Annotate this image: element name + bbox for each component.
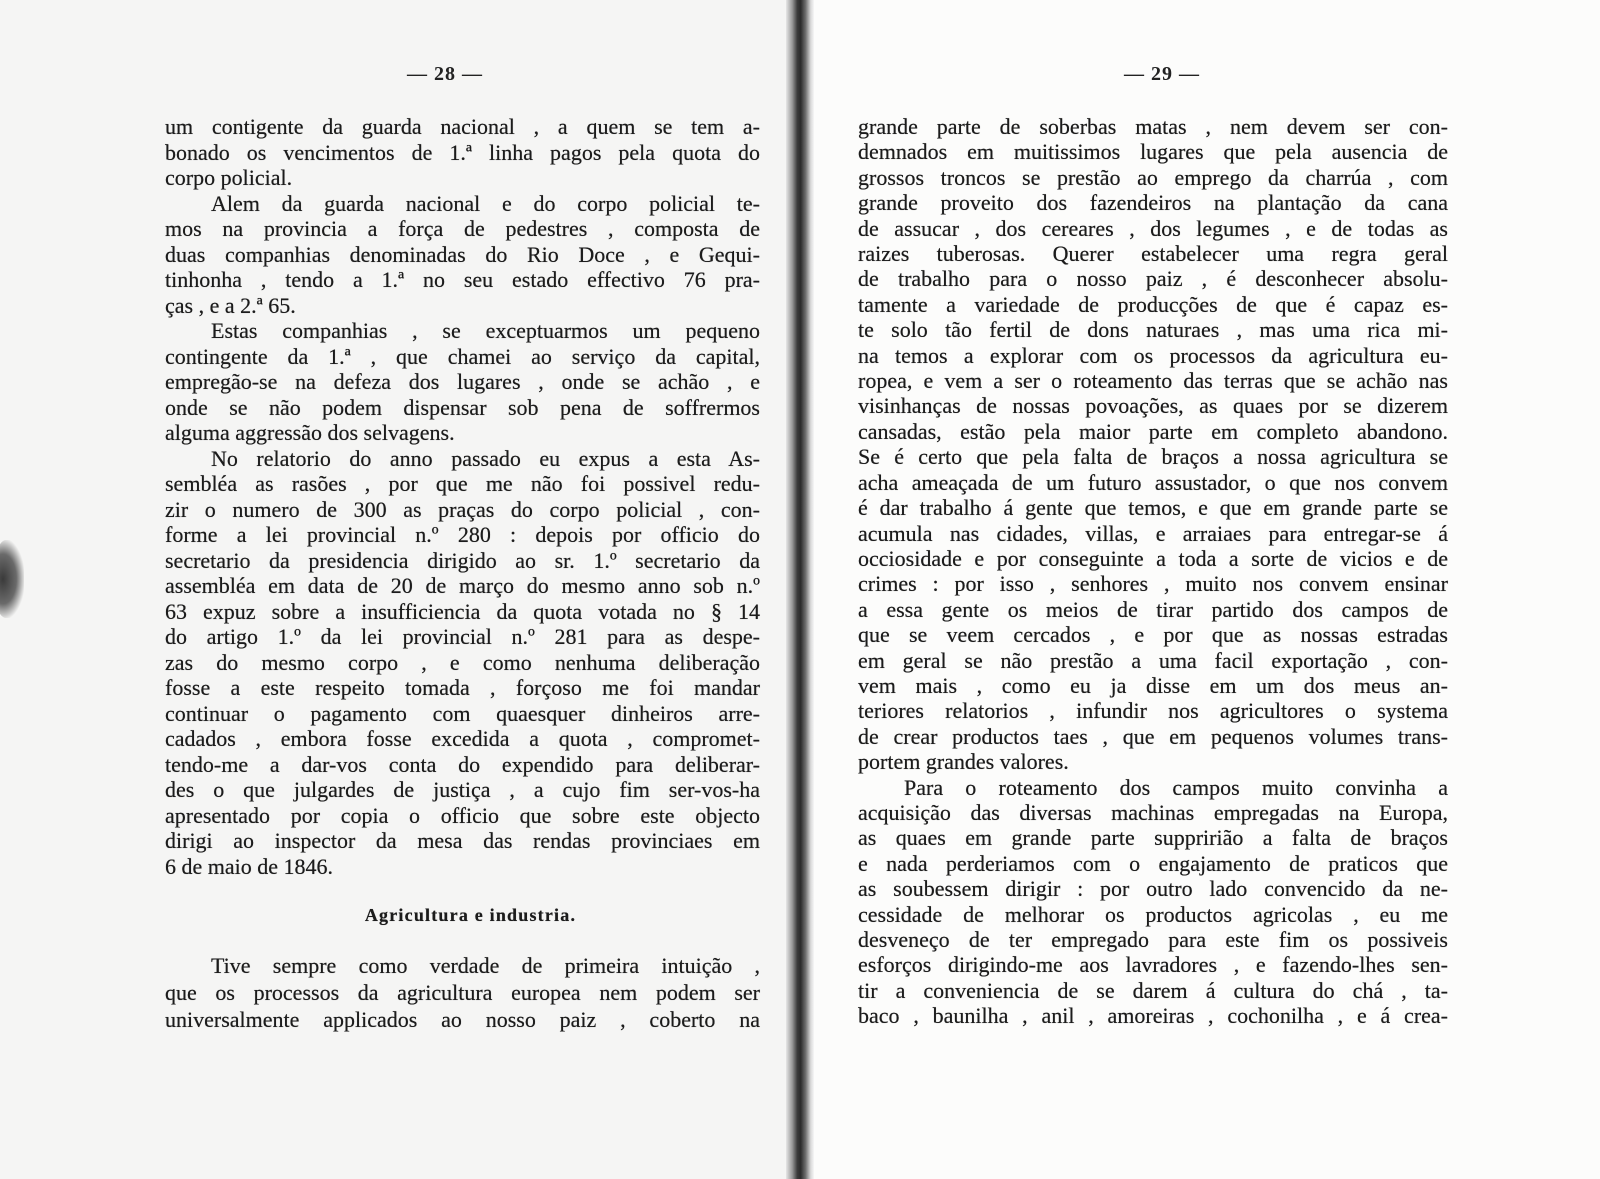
page-number: — 28 — (407, 63, 483, 85)
text-line: forme a lei provincial n.º 280 : depois por officio do (165, 522, 760, 547)
paragraph (858, 775, 1448, 1029)
text-line: acha ameaçada de um futuro assustador, o que nos convem (858, 469, 1448, 495)
text-line: Alem da guarda nacional e do corpo policial te- (211, 190, 760, 216)
text-line: onde se não podem dispensar sob pena de soffrermos (165, 394, 760, 420)
text-line: Estas companhias , se exceptuarmos um pequeno (211, 318, 760, 343)
paragraph (165, 318, 760, 446)
paragraph (858, 114, 1448, 775)
text-line: tendo-me a dar-vos conta do expendido para deliberar- (165, 751, 760, 777)
text-line: mos na provincia a força de pedestres , composta de (165, 216, 760, 241)
text-line: em geral se não prestão a uma facil exportação , con- (858, 647, 1448, 673)
text-line: as quaes em grande parte suppririão a falta de braços (858, 825, 1448, 851)
left-page (0, 0, 790, 1179)
text-line: tir a conveniencia de se darem á cultura do chá , ta- (858, 977, 1448, 1003)
text-line: cadados , embora fosse excedida a quota , compromet- (165, 726, 760, 751)
text-line: raizes tuberosas. Querer estabelecer uma regra geral (858, 241, 1448, 267)
text-line: desveneço de ter empregado para este fim os possiveis (858, 927, 1448, 952)
text-line: zir o numero de 300 as praças do corpo policial , con- (165, 496, 760, 522)
text-line: tamente a variedade de producções de que é capaz es- (858, 291, 1448, 317)
text-line: 6 de maio de 1846. (165, 853, 334, 879)
text-line: um contigente da guarda nacional , a quem se tem a- (165, 114, 760, 139)
text-line: Tive sempre como verdade de primeira intuição , (211, 952, 760, 978)
text-line: sembléa as rasões , por que me não foi possivel redu- (165, 471, 760, 496)
text-line: e nada perderiamos com o engajamento de praticos que (858, 850, 1448, 876)
section-heading: Agricultura e industria. (364, 905, 577, 925)
paragraph (165, 114, 760, 191)
text-line: acquisição das diversas machinas empregadas na Europa, (858, 799, 1448, 825)
text-line: do artigo 1.º da lei provincial n.º 281 para as despe- (165, 624, 760, 649)
text-line: baco , baunilha , anil , amoreiras , cochonilha , e á crea- (858, 1003, 1448, 1029)
text-line: na temos a explorar com os processos da agricultura eu- (858, 342, 1448, 368)
text-line: que se veem cercados , e por que as nossas estradas (858, 622, 1448, 648)
text-line: alguma aggressão dos selvagens. (165, 420, 455, 445)
text-line: zas do mesmo corpo , e como nenhuma deliberação (165, 649, 760, 675)
paragraph (165, 191, 760, 319)
text-line: demnados em muitissimos lugares que pela ausencia de (858, 139, 1448, 165)
text-line: tinhonha , tendo a 1.ª no seu estado effectivo 76 pra- (165, 267, 760, 292)
text-line: de assucar , dos cereares , dos legumes , e de todas as (858, 215, 1448, 241)
text-line: occiosidade e por conseguinte a toda a sorte de vicios e de (858, 545, 1448, 571)
text-line: crimes : por isso , senhores , muito nos convem ensinar (858, 571, 1448, 597)
text-line: acumula nas cidades, villas, e arraiaes para entregar-se á (858, 520, 1448, 546)
text-line: grande proveito dos fazendeiros na plantação da cana (858, 190, 1448, 216)
text-line: ropea, e vem a ser o roteamento das terras que se achão nas (858, 368, 1448, 394)
text-line: contingente da 1.ª , que chamei ao serviço da capital, (165, 343, 760, 369)
text-line: esforços dirigindo-me aos lavradores , e fazendo-lhes sen- (858, 952, 1448, 978)
text-line: as soubessem dirigir : por outro lado convencido da ne- (858, 876, 1448, 902)
text-line: secretario da presidencia dirigido ao sr. 1.º secretario da (165, 547, 760, 573)
text-line: assembléa em data de 20 de março do mesmo anno sob n.º (165, 573, 760, 598)
scan-smudge (0, 540, 24, 618)
text-line: cessidade de melhorar os productos agricolas , eu me (858, 901, 1448, 927)
text-line: teriores relatorios , infundir nos agricultores o systema (858, 698, 1448, 724)
body-text (165, 114, 760, 1033)
text-line: portem grandes valores. (858, 749, 1069, 775)
text-line: duas companhias denominadas do Rio Doce , e Gequi- (165, 241, 760, 267)
page-number: — 29 — (1124, 63, 1200, 85)
text-line: bonado os vencimentos de 1.ª linha pagos pela quota do (165, 139, 760, 165)
text-line: dirigi ao inspector da mesa das rendas provinciaes em (165, 828, 760, 853)
text-line: cansadas, estão pela maior parte em completo abandono. (858, 418, 1448, 444)
text-line: des o que julgardes de justiça , a cujo fim ser-vos-ha (165, 777, 760, 802)
body-text (858, 114, 1448, 1029)
text-line: apresentado por copia o officio que sobre este objecto (165, 802, 760, 828)
text-line: de trabalho para o nosso paiz , é desconhecer absolu- (858, 266, 1448, 292)
book-gutter (786, 0, 814, 1179)
text-line: grossos troncos se prestão ao emprego da charrúa , com (858, 164, 1448, 190)
paragraph (165, 952, 760, 1033)
right-page (810, 0, 1600, 1179)
text-line: que os processos da agricultura europea nem podem ser (165, 979, 760, 1005)
text-line: ças , e a 2.ª 65. (165, 292, 296, 318)
text-line: a essa gente os meios de tirar partido dos campos de (858, 596, 1448, 622)
text-line: de crear productos taes , que em pequenos volumes trans- (858, 723, 1448, 749)
paragraph (165, 446, 760, 880)
text-line: No relatorio do anno passado eu expus a esta As- (211, 445, 760, 471)
text-line: universalmente applicados ao nosso paiz , coberto na (165, 1006, 760, 1032)
text-line: visinhanças de nossas povoações, as quaes por se dizerem (858, 393, 1448, 419)
text-line: 63 expuz sobre a insufficiencia da quota votada no § 14 (165, 598, 760, 624)
text-line: Se é certo que pela falta de braços a nossa agricultura se (858, 444, 1448, 470)
text-line: continuar o pagamento com quaesquer dinheiros arre- (165, 700, 760, 726)
text-line: corpo policial. (165, 165, 293, 190)
text-line: vem mais , como eu ja disse em um dos meus an- (858, 672, 1448, 698)
text-line: grande parte de soberbas matas , nem devem ser con- (858, 114, 1448, 139)
text-line: te solo tão fertil de dons naturaes , mas uma rica mi- (858, 317, 1448, 343)
text-line: é dar trabalho á gente que temos, e que em grande parte se (858, 495, 1448, 521)
text-line: Para o roteamento dos campos muito convinha a (904, 774, 1448, 800)
text-line: empregão-se na defeza dos lugares , onde se achão , e (165, 369, 760, 394)
text-line: fosse a este respeito tomada , forçoso me foi mandar (165, 675, 760, 700)
